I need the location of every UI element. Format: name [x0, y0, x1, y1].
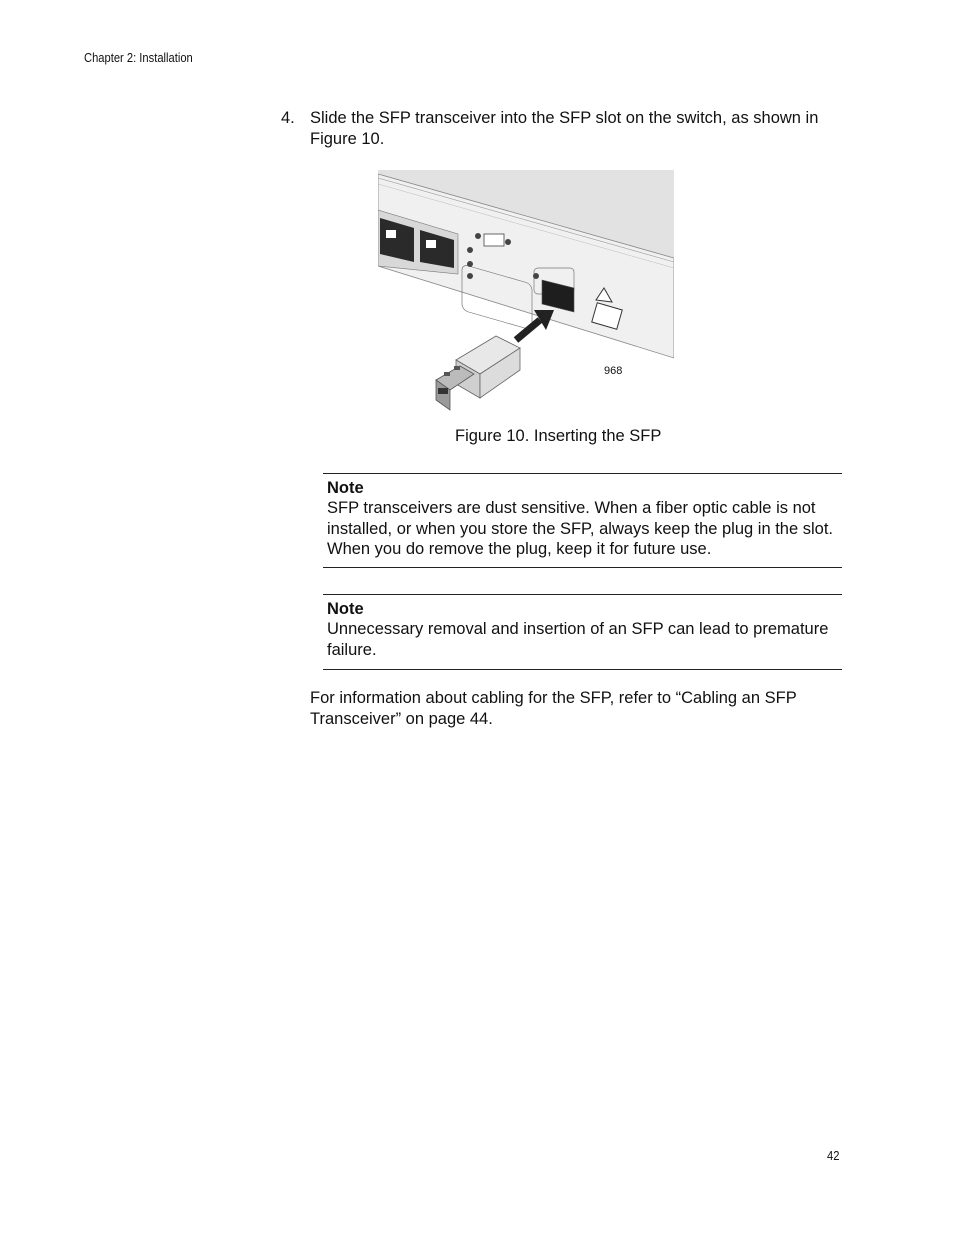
page-number: 42 [827, 1148, 840, 1163]
cabling-reference-paragraph: For information about cabling for the SFP, refer to “Cabling an SFP Transceiver” on page 44. [310, 689, 797, 728]
running-header: Chapter 2: Installation [84, 50, 193, 65]
note-body: SFP transceivers are dust sensitive. When a fiber optic cable is not installed, or when you store the SFP, always keep the plug in the slot. When you do remove the plug, keep it for future use. [327, 499, 833, 558]
sfp-insertion-illustration [378, 170, 674, 416]
step-text: Slide the SFP transceiver into the SFP slot on the switch, as shown in Figure 10. [310, 109, 819, 148]
step-number: 4. [281, 109, 295, 127]
note-title: Note [327, 479, 364, 497]
sfp-transceiver [436, 336, 520, 410]
note-body: Unnecessary removal and insertion of an SFP can lead to premature failure. [327, 620, 829, 659]
note-title: Note [327, 600, 364, 618]
note-dust-sensitive [323, 473, 842, 568]
figure-id-label: 968 [604, 365, 623, 377]
figure-caption: Figure 10. Inserting the SFP [455, 427, 662, 445]
note-premature-failure [323, 594, 842, 670]
